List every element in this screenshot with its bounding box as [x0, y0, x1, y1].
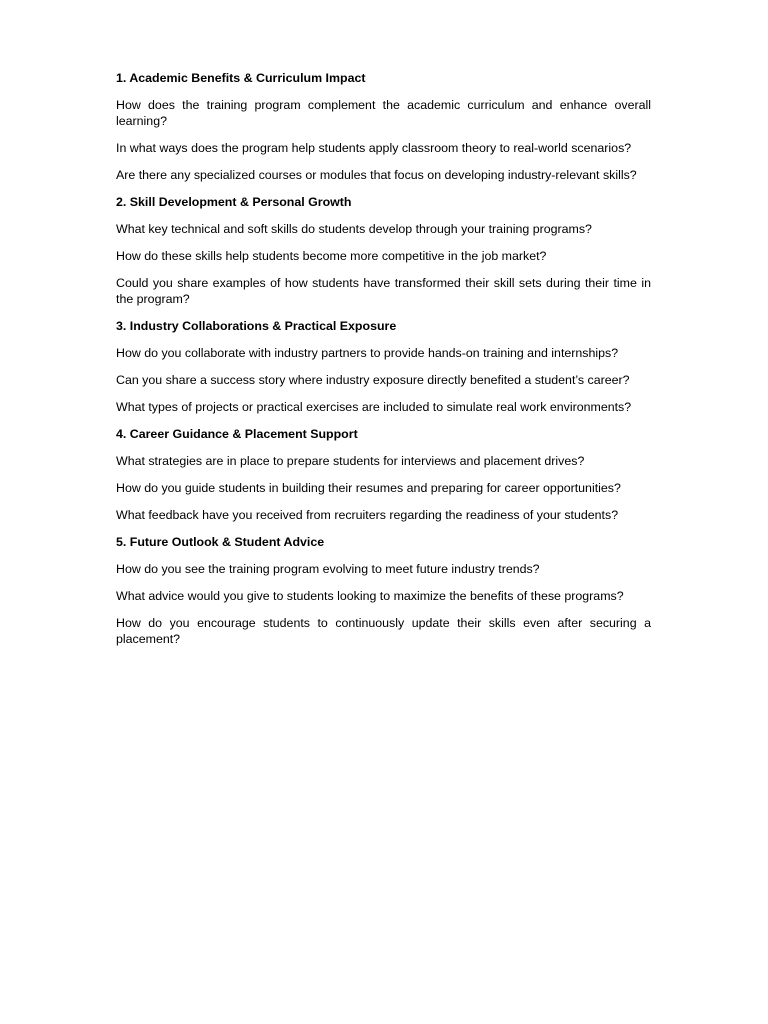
section-skill-development: [116, 194, 651, 307]
section-academic-benefits: [116, 70, 651, 183]
section-heading: 5. Future Outlook & Student Advice: [116, 535, 325, 549]
question-paragraph: Are there any specialized courses or modules that focus on developing industry-relevant skills?: [116, 168, 637, 182]
question-paragraph: How do you see the training program evolving to meet future industry trends?: [116, 562, 540, 576]
question-paragraph: What feedback have you received from recruiters regarding the readiness of your students?: [116, 508, 619, 522]
question-paragraph: What advice would you give to students looking to maximize the benefits of these programs?: [116, 589, 624, 603]
section-industry-collaborations: [116, 318, 651, 415]
question-paragraph: What types of projects or practical exercises are included to simulate real work environments?: [116, 400, 632, 414]
section-heading: 1. Academic Benefits & Curriculum Impact: [116, 71, 366, 85]
document-page: [116, 70, 651, 658]
section-heading: 2. Skill Development & Personal Growth: [116, 195, 352, 209]
section-career-guidance: [116, 426, 651, 523]
question-paragraph: Could you share examples of how students have transformed their skill sets during their time in the program?: [116, 276, 651, 306]
question-paragraph: In what ways does the program help students apply classroom theory to real-world scenarios?: [116, 141, 632, 155]
question-paragraph: Can you share a success story where industry exposure directly benefited a student’s career?: [116, 373, 630, 387]
section-heading: 3. Industry Collaborations & Practical Exposure: [116, 319, 397, 333]
question-paragraph: How do these skills help students become more competitive in the job market?: [116, 249, 547, 263]
question-paragraph: How do you collaborate with industry partners to provide hands-on training and internships?: [116, 346, 619, 360]
question-paragraph: What strategies are in place to prepare students for interviews and placement drives?: [116, 454, 585, 468]
section-heading: 4. Career Guidance & Placement Support: [116, 427, 358, 441]
question-paragraph: How does the training program complement the academic curriculum and enhance overall learning?: [116, 98, 651, 128]
section-future-outlook: [116, 534, 651, 647]
question-paragraph: What key technical and soft skills do students develop through your training programs?: [116, 222, 592, 236]
question-paragraph: How do you encourage students to continuously update their skills even after securing a placement?: [116, 616, 651, 646]
question-paragraph: How do you guide students in building their resumes and preparing for career opportunities?: [116, 481, 621, 495]
